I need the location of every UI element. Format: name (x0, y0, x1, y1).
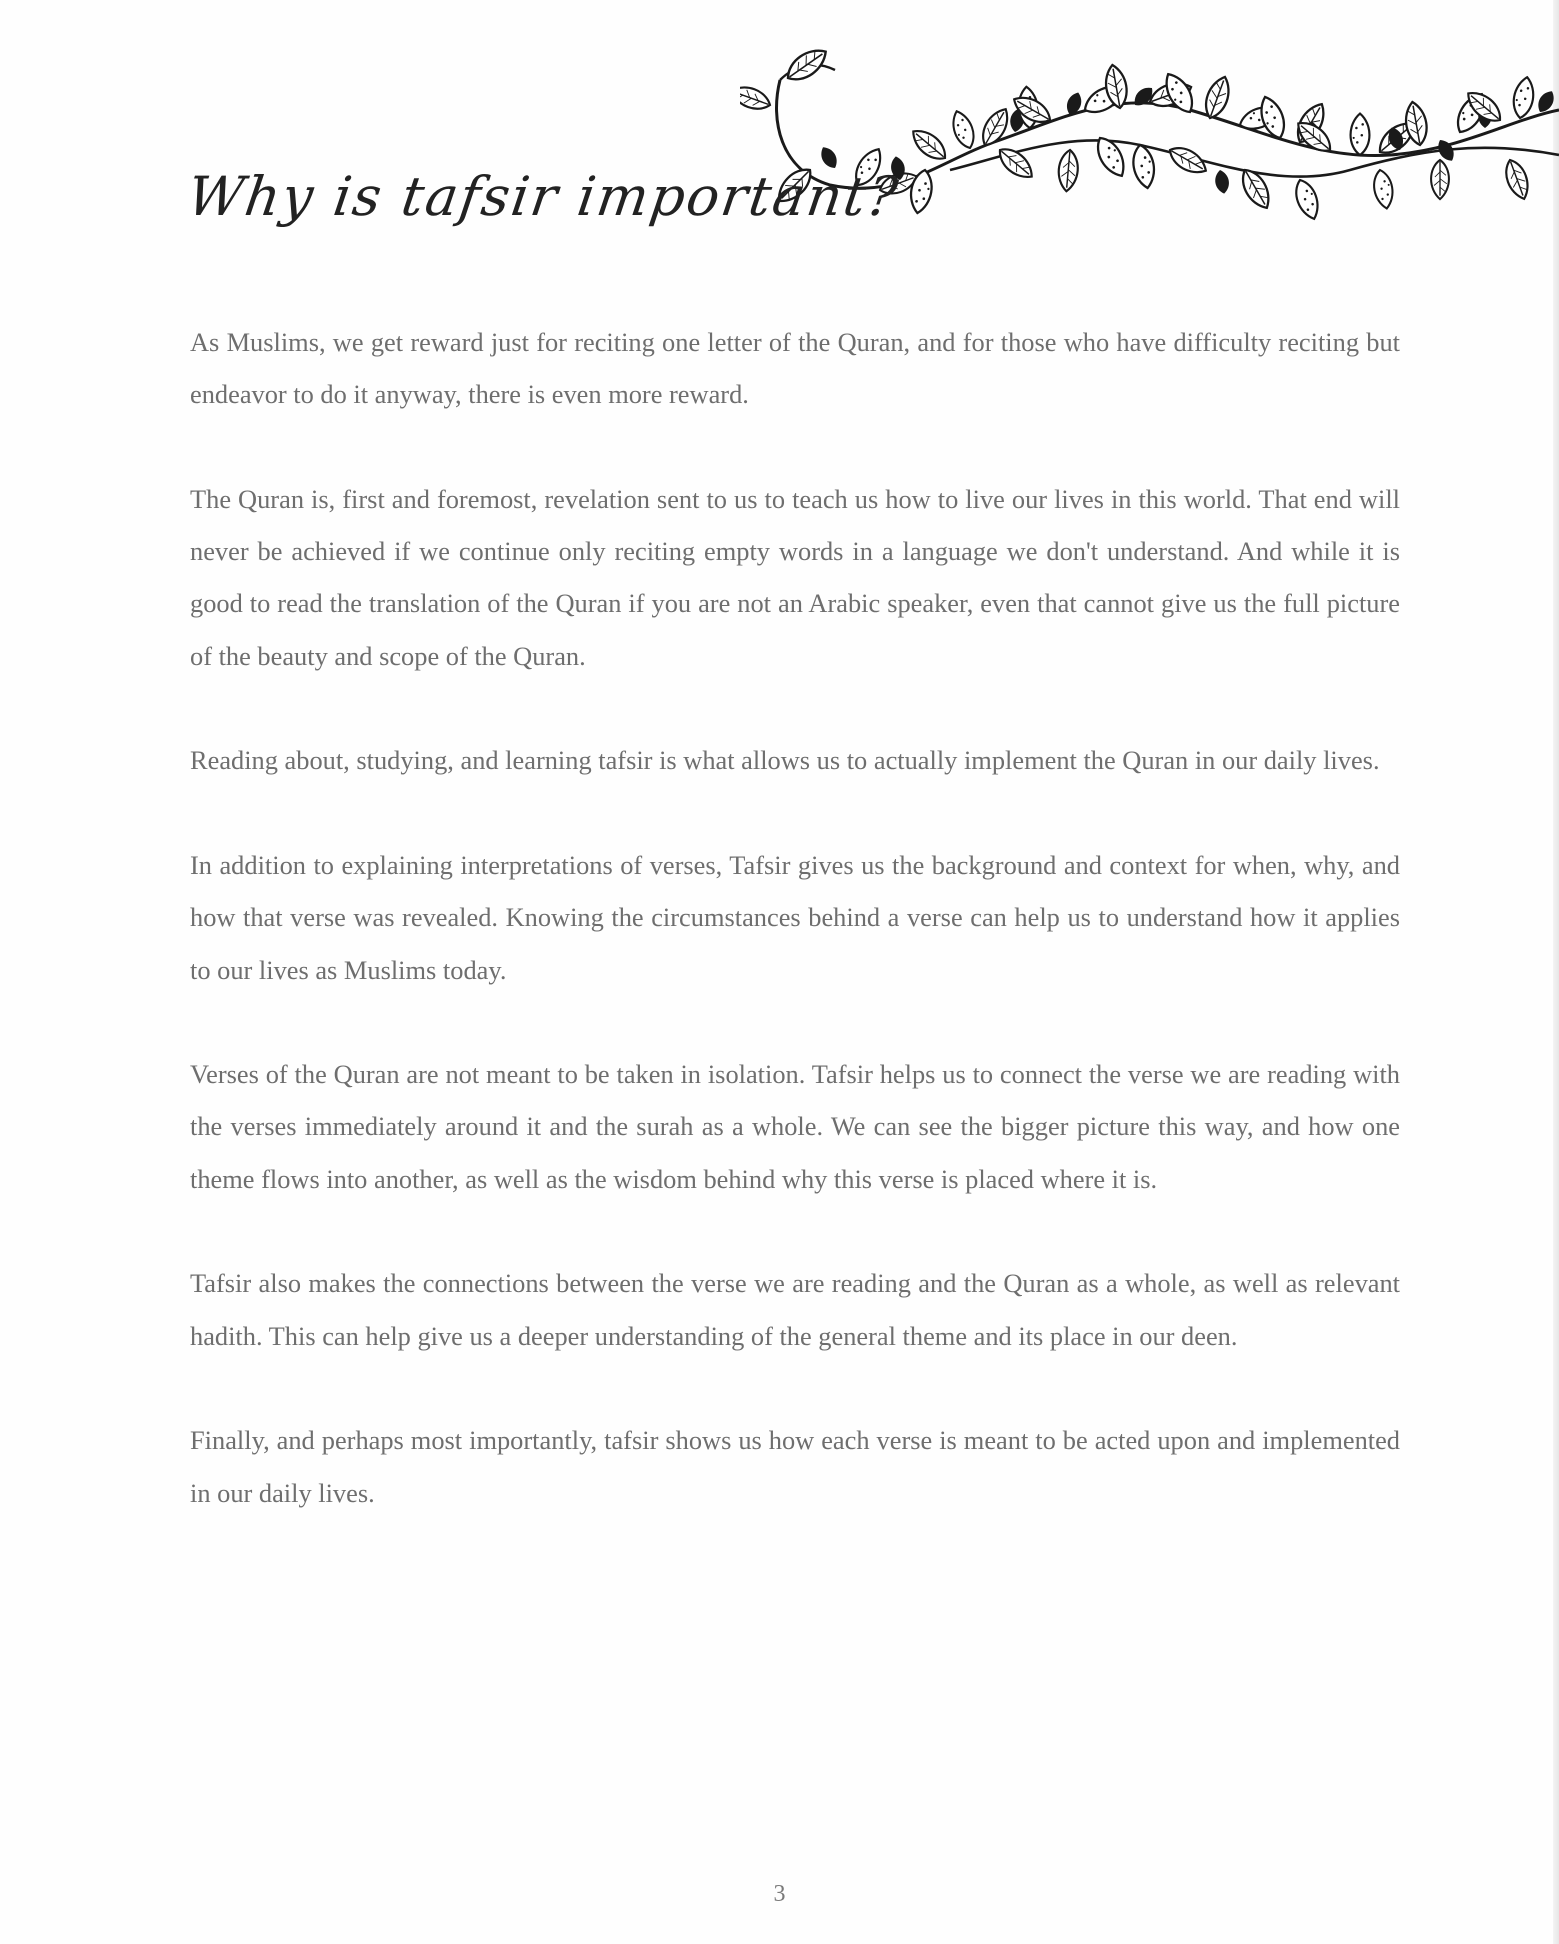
paragraph: Verses of the Quran are not meant to be taken in isolation. Tafsir helps us to connect the verse we are reading with the verses immediately around it and the surah as a whole. We can see the bigger picture this way, and how one theme flows into another, as well as the wisdom behind why this verse is placed where it is. (190, 1059, 1400, 1194)
page-title: Why is tafsir important? (183, 165, 904, 228)
paragraph: Finally, and perhaps most importantly, tafsir shows us how each verse is meant to be acted upon and implemented in our daily lives. (190, 1425, 1400, 1508)
paragraph: As Muslims, we get reward just for reciting one letter of the Quran, and for those who have difficulty reciting but endeavor to do it anyway, there is even more reward. (190, 327, 1400, 410)
page-edge-shadow (1553, 0, 1559, 1944)
body-text (190, 316, 1400, 1571)
paragraph: Reading about, studying, and learning tafsir is what allows us to actually implement the Quran in our daily lives. (190, 745, 1380, 776)
paragraph: The Quran is, first and foremost, revelation sent to us to teach us how to live our lives in this world. That end will never be achieved if we continue only reciting empty words in a language we don't understand. And while it is good to read the translation of the Quran if you are not an Arabic speaker, even that cannot give us the full picture of the beauty and scope of the Quran. (190, 483, 1400, 671)
paragraph: In addition to explaining interpretations of verses, Tafsir gives us the background and context for when, why, and how that verse was revealed. Knowing the circumstances behind a verse can help us to understand how it applies to our lives as Muslims today. (190, 849, 1400, 985)
paragraph: Tafsir also makes the connections between the verse we are reading and the Quran as a whole, as well as relevant hadith. This can help give us a deeper understanding of the general theme and its place in our deen. (190, 1268, 1400, 1351)
page-number: 3 (773, 1881, 786, 1907)
